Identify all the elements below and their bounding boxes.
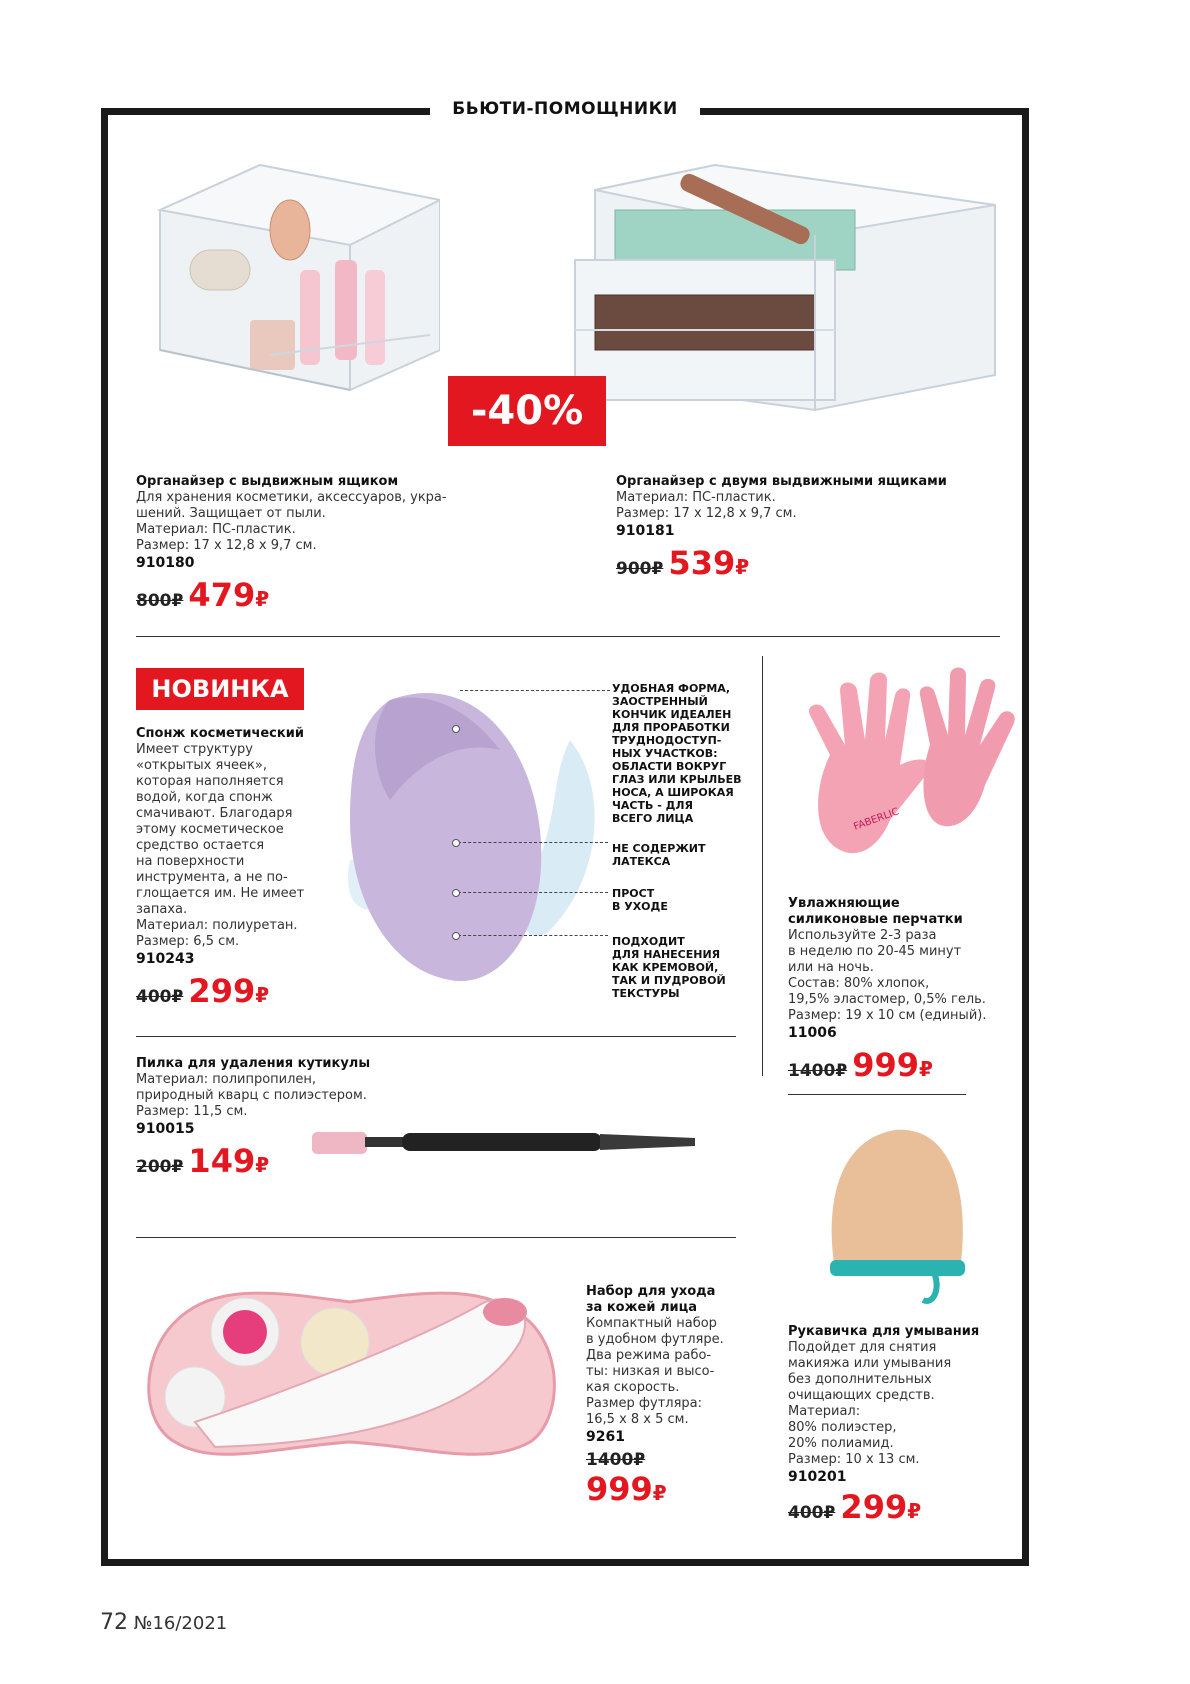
- product-description: Компактный набор в удобном футляре. Два режима рабо- ты: низкая и высо- кая скорость. Размер футляра: 16,5 х 8 х 5 см.: [586, 1316, 724, 1427]
- product-name: Рукавичка для умывания: [788, 1324, 980, 1339]
- divider: [788, 1094, 966, 1095]
- callout-easy-care: ПРОСТ В УХОДЕ: [612, 887, 668, 913]
- product-code: 910201: [788, 1469, 847, 1485]
- discount-badge: -40%: [448, 376, 606, 446]
- callout-leader: [460, 690, 610, 691]
- currency-sign: ₽: [907, 1499, 922, 1523]
- currency-sign: ₽: [919, 1057, 933, 1081]
- old-price: 900₽: [616, 559, 664, 579]
- old-price: 800₽: [136, 591, 184, 611]
- product-code: 910180: [136, 555, 195, 571]
- price: 299: [188, 972, 256, 1010]
- organizer-double-drawer-image: [555, 160, 1005, 450]
- price: 999: [852, 1046, 920, 1084]
- divider: [136, 636, 1000, 637]
- page-number: 72: [100, 1610, 128, 1635]
- product-code: 910015: [136, 1121, 195, 1137]
- old-price: 200₽: [136, 1157, 184, 1177]
- price: 999: [586, 1470, 653, 1508]
- callout-textures: ПОДХОДИТ ДЛЯ НАНЕСЕНИЯ КАК КРЕМОВОЙ, ТАК И ПУДРОВОЙ ТЕКСТУРЫ: [612, 935, 726, 1000]
- price: 479: [188, 576, 256, 614]
- product-description: Для хранения косметики, аксессуаров, укра- шений. Защищает от пыли. Материал: ПС-пластик. Размер: 17 х 12,8 х 9,7 см.: [136, 490, 447, 553]
- callout-dot: [452, 932, 460, 940]
- product-name: Органайзер с двумя выдвижными ящиками: [616, 474, 947, 489]
- cuticle-tool-image: [310, 1124, 700, 1164]
- section-title: БЬЮТИ-ПОМОЩНИКИ: [430, 96, 700, 122]
- callout-leader: [458, 935, 608, 936]
- old-price: 1400₽: [586, 1450, 646, 1470]
- product-code: 910243: [136, 951, 195, 967]
- organizer-single-drawer-image: [150, 150, 440, 450]
- divider: [136, 1036, 736, 1037]
- issue-number: №16/2021: [133, 1613, 228, 1634]
- product-description: Используйте 2-3 раза в неделю по 20-45 минут или на ночь. Состав: 80% хлопок, 19,5% эластомер, 0,5% гель. Размер: 19 х 10 см (единый).: [788, 928, 987, 1023]
- sponge-image: [330, 680, 620, 1010]
- divider: [136, 1237, 736, 1238]
- product-description: Подойдет для снятия макияжа или умывания без дополнительных очищающих средств. Материал: 80% полиэстер, 20% полиамид. Размер: 10 х 13 см.: [788, 1340, 952, 1467]
- product-washing-mitt: [788, 1324, 1008, 1526]
- price: 149: [188, 1142, 256, 1180]
- callout-leader: [458, 842, 608, 843]
- new-badge: НОВИНКА: [136, 668, 304, 710]
- product-gloves: [788, 896, 1018, 1084]
- skincare-set-image: [135, 1262, 565, 1462]
- product-name: Спонж косметический: [136, 726, 304, 741]
- currency-sign: ₽: [255, 1153, 270, 1177]
- vertical-divider: [762, 656, 763, 1076]
- price: 299: [840, 1488, 908, 1526]
- product-code: 11006: [788, 1025, 837, 1041]
- page-footer: [100, 1610, 227, 1635]
- currency-sign: ₽: [255, 587, 270, 611]
- callout-leader: [458, 892, 608, 893]
- product-description: Материал: полипропилен, природный кварц с полиэстером. Размер: 11,5 см.: [136, 1072, 367, 1119]
- product-name: Увлажняющие силиконовые перчатки: [788, 896, 963, 927]
- callout-dot: [452, 839, 460, 847]
- product-description: Материал: ПС-пластик. Размер: 17 х 12,8 х 9,7 см.: [616, 490, 797, 521]
- product-code: 910181: [616, 523, 675, 539]
- currency-sign: ₽: [652, 1481, 667, 1505]
- price: 539: [668, 544, 736, 582]
- product-description: Имеет структуру «открытых ячеек», которая наполняется водой, когда спонж смачивают. Благодаря этому косметическое средство остается на поверхности инструмента, а не по- глощается им. Не имеет запаха. Материал: полиуретан. Размер: 6,5 см.: [136, 742, 305, 949]
- product-organizer2: [616, 474, 996, 582]
- callout-latex-free: НЕ СОДЕРЖИТ ЛАТЕКСА: [612, 842, 706, 868]
- product-name: Пилка для удаления кутикулы: [136, 1056, 371, 1071]
- old-price: 400₽: [136, 987, 184, 1007]
- brand-mark: FABERLIC: [852, 806, 901, 833]
- callout-dot: [452, 725, 460, 733]
- currency-sign: ₽: [735, 555, 750, 579]
- old-price: 400₽: [788, 1503, 836, 1523]
- gloves-image: [770, 645, 1020, 895]
- product-name: Органайзер с выдвижным ящиком: [136, 474, 399, 489]
- product-sponge: [136, 726, 336, 1010]
- product-code: 9261: [586, 1429, 625, 1445]
- callout-dot: [452, 889, 460, 897]
- old-price: 1400₽: [788, 1061, 848, 1081]
- product-skincare-set: [586, 1284, 761, 1508]
- product-organizer1: [136, 474, 496, 614]
- product-name: Набор для ухода за кожей лица: [586, 1284, 716, 1315]
- washing-mitt-image: [815, 1110, 975, 1310]
- callout-shape: УДОБНАЯ ФОРМА, ЗАОСТРЕННЫЙ КОНЧИК ИДЕАЛЕН ДЛЯ ПРОРАБОТКИ ТРУДНОДОСТУП- НЫХ УЧАСТКОВ: ОБЛАСТИ ВОКРУГ ГЛАЗ ИЛИ КРЫЛЬЕВ НОСА, А ШИРОКАЯ ЧАСТЬ - ДЛЯ ВСЕГО ЛИЦА: [612, 682, 742, 825]
- currency-sign: ₽: [255, 983, 270, 1007]
